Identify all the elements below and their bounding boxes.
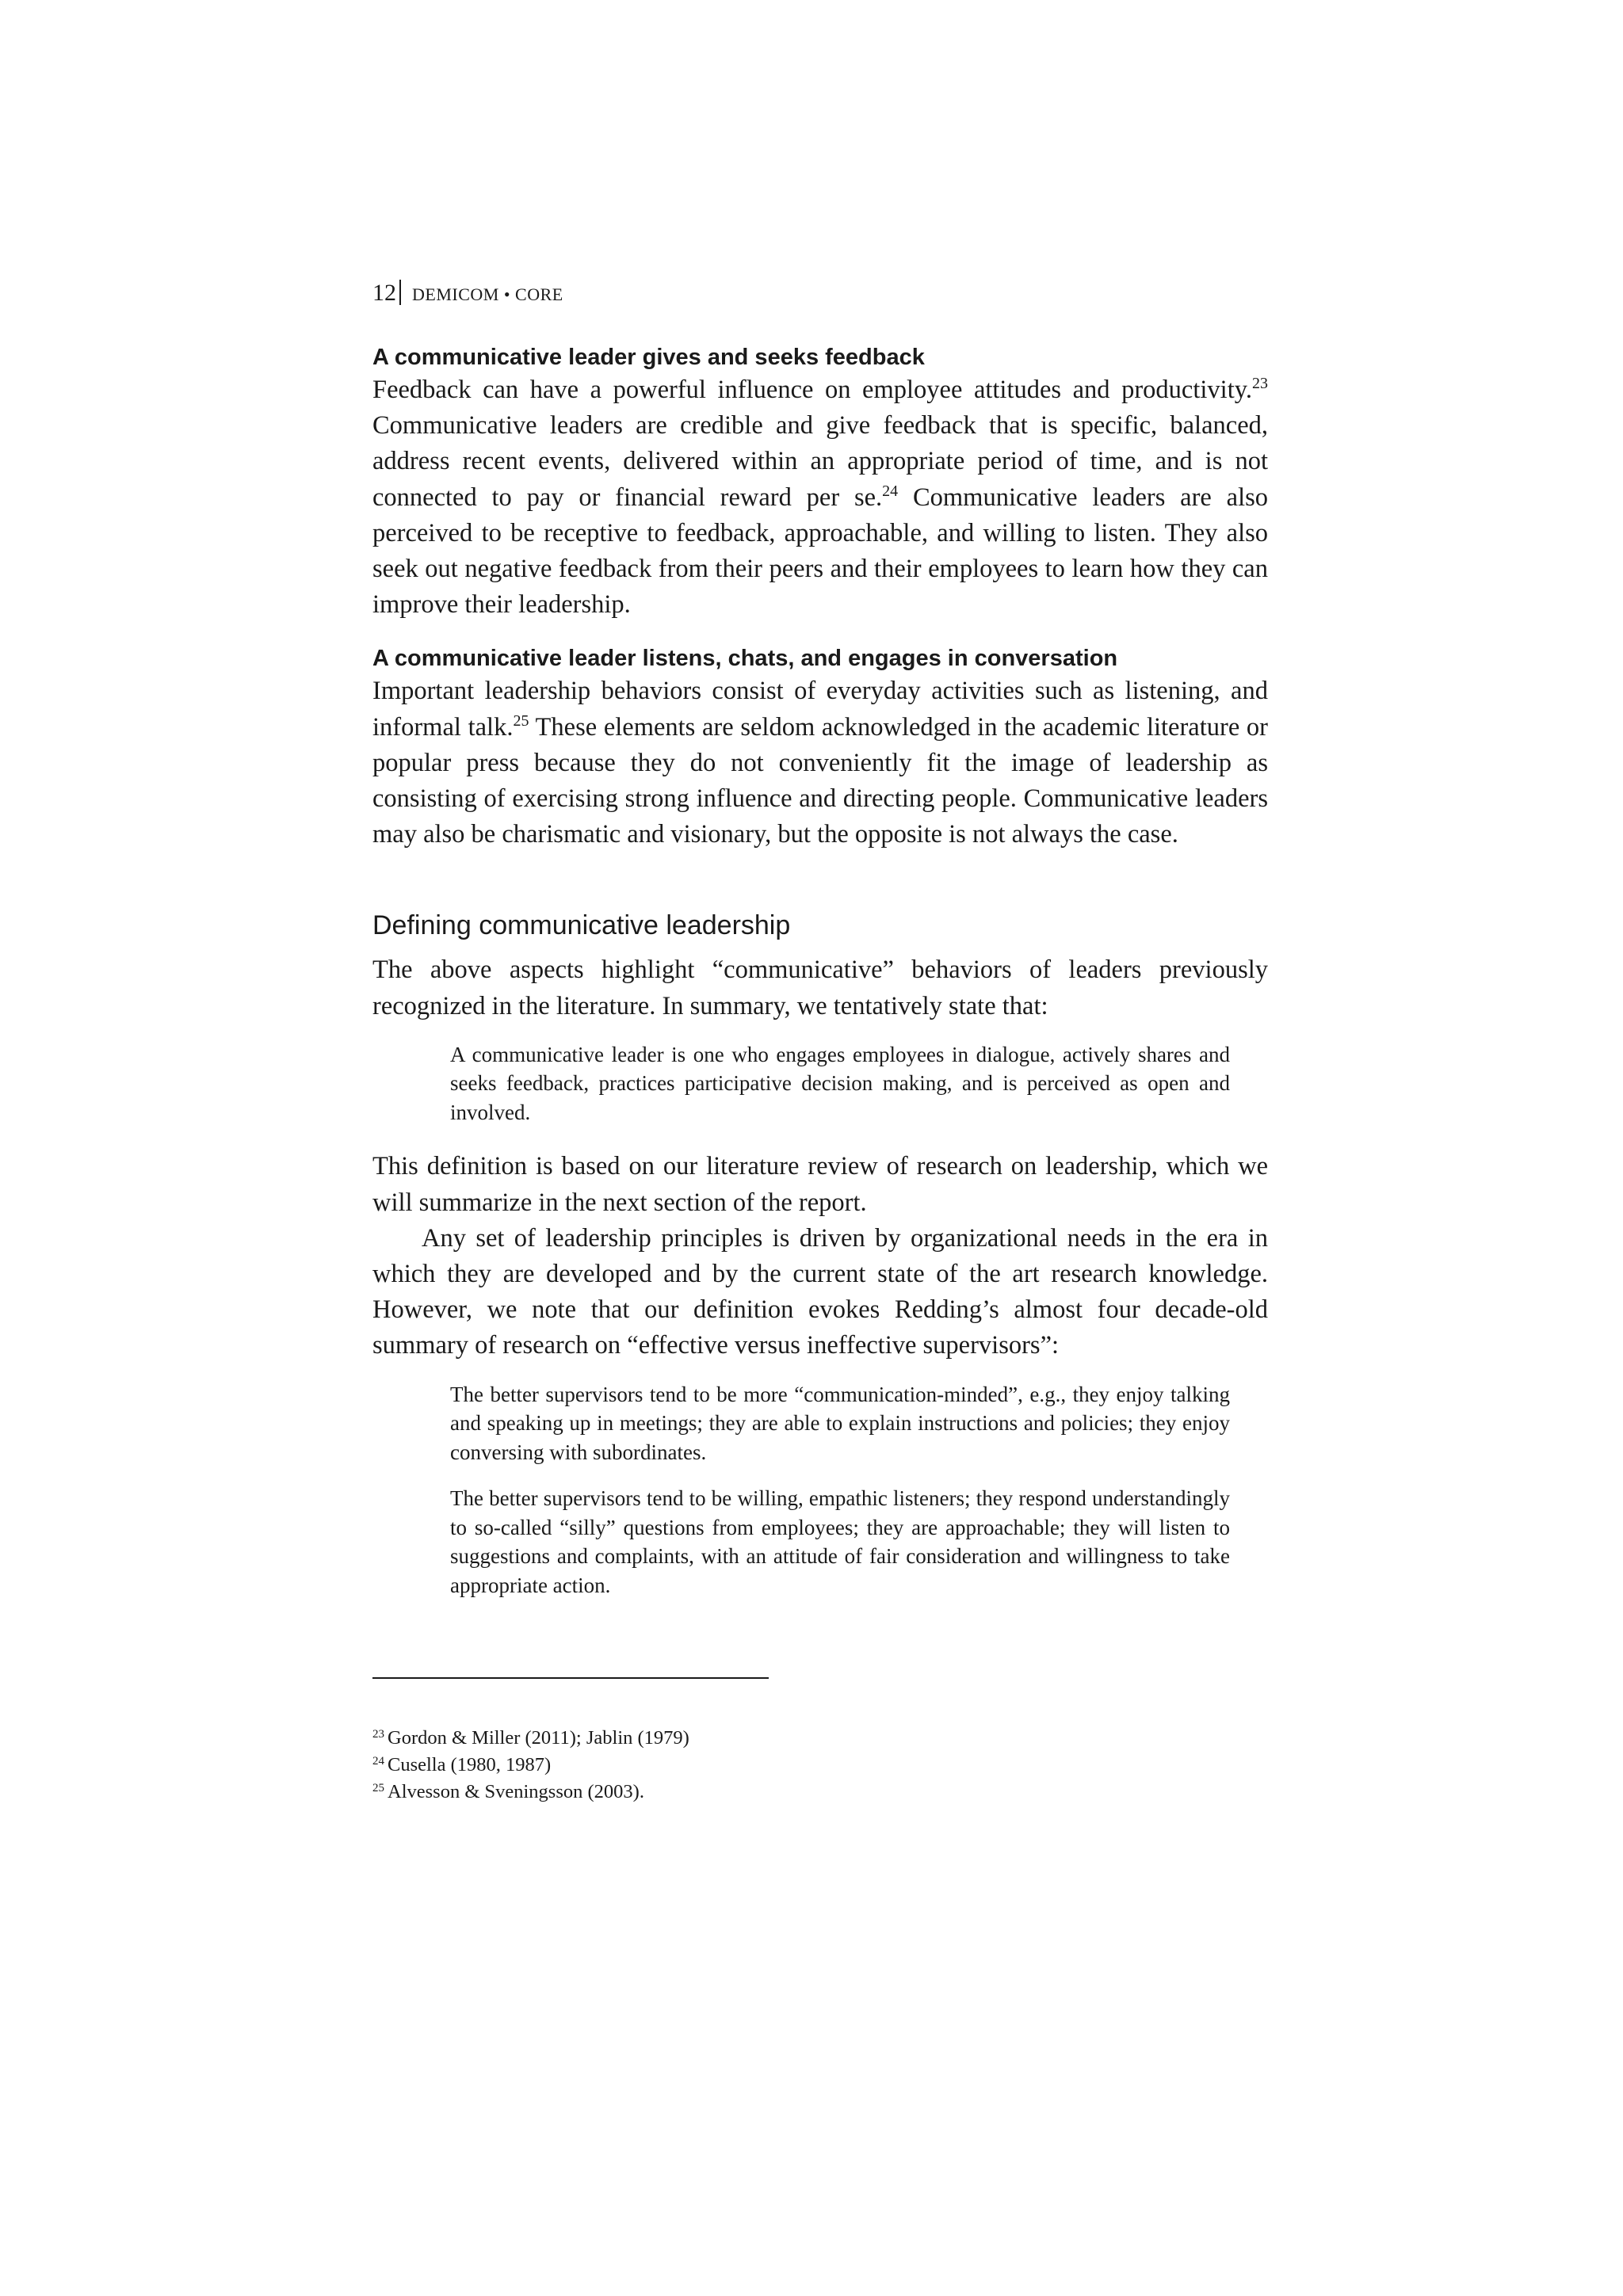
page-number: 12: [372, 280, 396, 306]
footnote-divider: [372, 1677, 769, 1679]
footnote: [372, 1725, 1268, 1752]
footnote-ref[interactable]: 25: [513, 711, 529, 730]
footnote-text: Cusella (1980, 1987): [388, 1754, 552, 1776]
footnotes: [372, 1725, 1268, 1806]
paragraph-intro: The above aspects highlight “communicative” behaviors of leaders previously recognized in the literature. In summary, we tentatively state that:: [372, 955, 1268, 1020]
redding-quotes: [450, 1380, 1230, 1600]
quote-text: The better supervisors tend to be more “communication-minded”, e.g., they enjoy talking and speaking up in meetings; they are able to explain instructions and policies; they enjoy conversing with subordinates.: [450, 1382, 1230, 1464]
running-header: [372, 279, 1268, 309]
subheading-conversation: A communicative leader listens, chats, and engages in conversation: [372, 646, 1118, 672]
text-run: Communicative leaders are also perceived to be receptive to feedback, approachable, and willing to listen. They also seek out negative feedback from their peers and their employees to learn how they can improve their leadership.: [372, 482, 1268, 620]
footnote-number: 25: [372, 1782, 384, 1795]
quote-text: The better supervisors tend to be willing, empathic listeners; they respond understandingly to so-called “silly” questions from employees; they are approachable; they will listen to suggestions and complaints, with an attitude of fair consideration and willingness to take appropriate action.: [450, 1486, 1230, 1597]
document-page: [372, 279, 1268, 1806]
footnote-ref[interactable]: 24: [882, 482, 899, 500]
subheading-feedback: A communicative leader gives and seeks feedback: [372, 345, 925, 370]
footnote-text: Gordon & Miller (2011); Jablin (1979): [388, 1727, 689, 1749]
quote-text: A communicative leader is one who engages employees in dialogue, actively shares and seeks feedback, practices participative decision making, and is perceived as open and involved.: [450, 1042, 1230, 1124]
text-run: Feedback can have a powerful influence on employee attitudes and productivity.: [372, 376, 1252, 404]
footnote-number: 24: [372, 1755, 384, 1768]
paragraph-principles: Any set of leadership principles is driven by organizational needs in the era in which they are developed and by the current state of the art research knowledge. However, we note that our definition evokes Redding’s almost four decade-old summary of research on “effective versus ineffective supervisors”:: [372, 1223, 1268, 1360]
text-run: Communicative leaders are credible and give feedback that is specific, balanced, address recent events, delivered within an appropriate period of time, and is not connected to pay or financial reward per se.: [372, 411, 1268, 512]
header-divider: [399, 280, 401, 305]
footnote: [372, 1752, 1268, 1779]
definition-quote: [450, 1040, 1230, 1127]
running-title: DEMICOM • CORE: [412, 284, 563, 304]
paragraph-feedback: [372, 372, 1268, 623]
text-run: These elements are seldom acknowledged in the academic literature or popular press because they do not conveniently fit the image of leadership as consisting of exercising strong influence and directing people. Communicative leaders may also be charismatic and visionary, but the opposite is not always the case.: [372, 712, 1268, 849]
paragraph-conversation: [372, 673, 1268, 852]
paragraph-definition-basis: This definition is based on our literature review of research on leadership, which we will summarize in the next section of the report.: [372, 1152, 1268, 1217]
footnote-number: 23: [372, 1728, 384, 1741]
text-run: Important leadership behaviors consist of everyday activities such as listening, and informal talk.: [372, 677, 1268, 742]
footnote: [372, 1779, 1268, 1806]
section-heading-defining: Defining communicative leadership: [372, 910, 791, 941]
footnote-ref[interactable]: 23: [1252, 375, 1268, 392]
footnote-text: Alvesson & Sveningsson (2003).: [388, 1781, 644, 1803]
